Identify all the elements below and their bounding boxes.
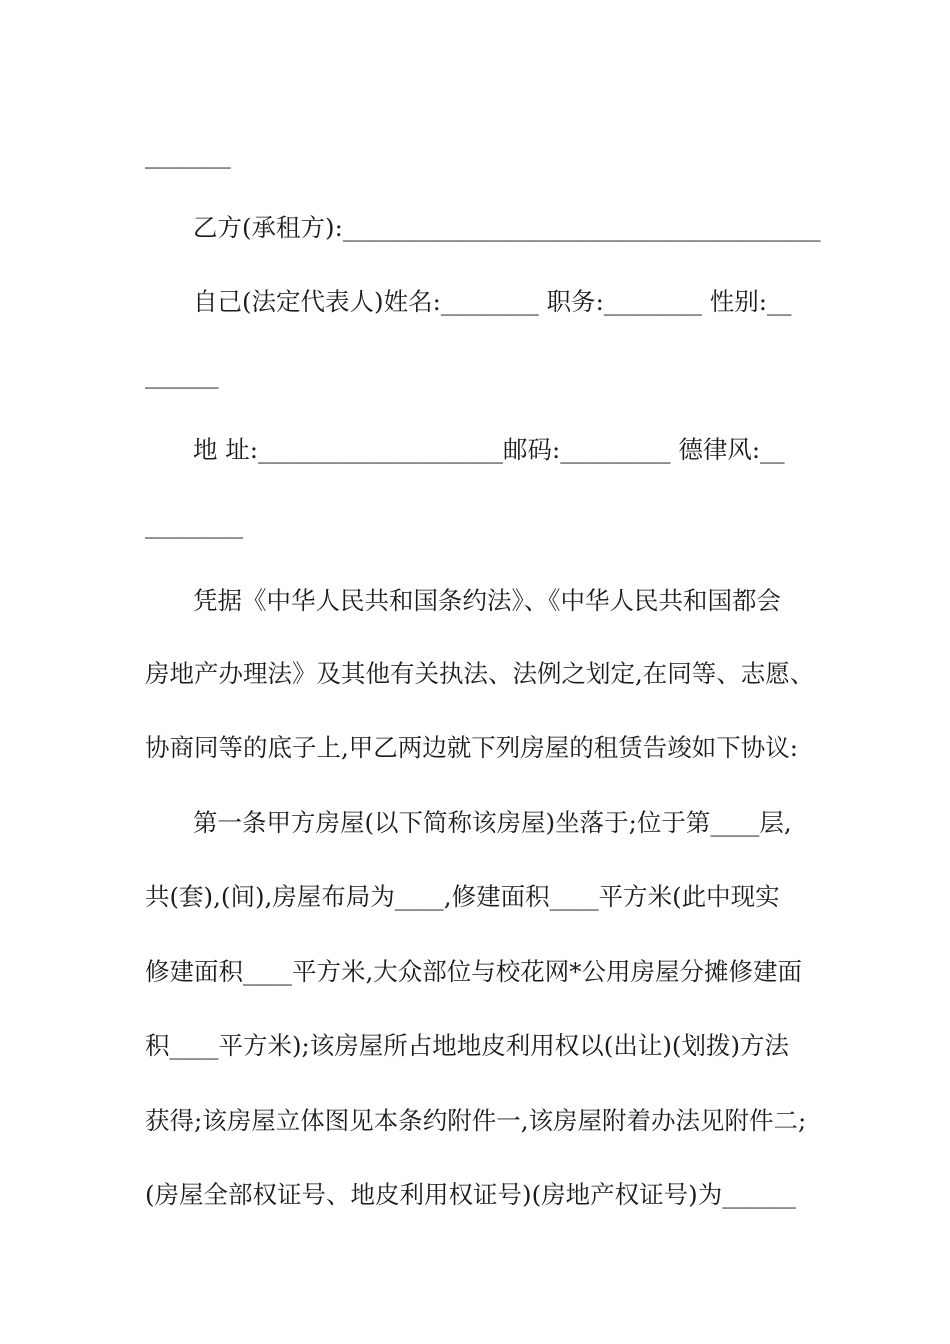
text-line: 共(套),(间),房屋布局为____,修建面积____平方米(此中现实 bbox=[145, 882, 780, 911]
text-line: 地 址:____________________邮码:_________ 德律风:__ bbox=[193, 435, 785, 464]
text-line: ________ bbox=[145, 510, 243, 539]
text-line: _______ bbox=[145, 140, 231, 169]
text-line: 自己(法定代表人)姓名:________ 职务:________ 性别:__ bbox=[193, 287, 792, 316]
text-line: ______ bbox=[145, 360, 219, 389]
text-line: 房地产办理法》及其他有关执法、法例之划定,在同等、志愿、 bbox=[145, 659, 815, 688]
text-line: 协商同等的底子上,甲乙两边就下列房屋的租赁告竣如下协议: bbox=[145, 733, 799, 762]
text-line: 修建面积____平方米,大众部位与校花网*公用房屋分摊修建面 bbox=[145, 957, 803, 986]
text-line: 积____平方米);该房屋所占地地皮利用权以(出让)(划拨)方法 bbox=[145, 1031, 790, 1060]
text-line: 第一条甲方房屋(以下简称该房屋)坐落于;位于第____层, bbox=[193, 808, 792, 837]
text-line: 获得;该房屋立体图见本条约附件一,该房屋附着办法见附件二; bbox=[145, 1106, 807, 1135]
text-line: 乙方(承租方):_______________________________________ bbox=[193, 213, 821, 242]
text-line: 凭据《中华人民共和国条约法》、《中华人民共和国都会 bbox=[193, 586, 781, 615]
text-line: (房屋全部权证号、地皮利用权证号)(房地产权证号)为______ bbox=[145, 1180, 796, 1209]
